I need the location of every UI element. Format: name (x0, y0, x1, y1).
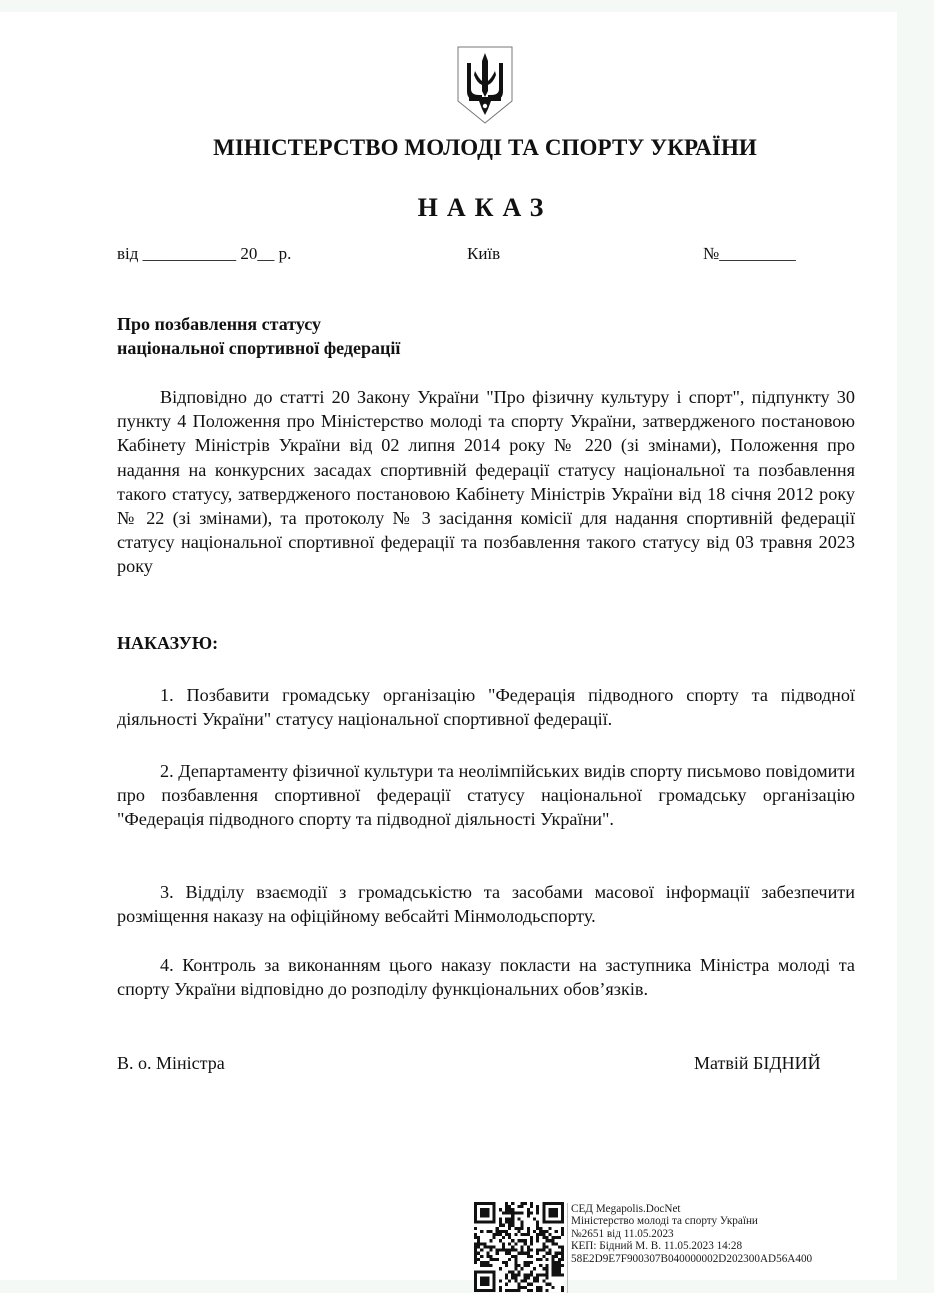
order-number-field: №_________ (703, 244, 796, 263)
subject-line: національної спортивної федерації (117, 338, 401, 358)
order-city: Київ (467, 244, 501, 263)
order-subject (117, 312, 400, 360)
stamp-signer: КЕП: Бідний М. В. 11.05.2023 14:28 (571, 1240, 743, 1253)
order-date-field: від ___________ 20__ р. (117, 244, 292, 263)
order-item-3: 3. Відділу взаємодії з громадськістю та засобами масової інформації забезпечити розміщення наказу на офіційному вебсайті Мінмолодьспорту. (117, 882, 855, 927)
stamp-certificate-serial: 58E2D9E7F900307B040000002D202300AD56A400 (571, 1252, 813, 1265)
subject-line: Про позбавлення статусу (117, 314, 322, 334)
order-item-2: 2. Департаменту фізичної культури та неолімпійських видів спорту письмово повідомити про позбавлення спортивної федерації статусу національної громадську організацію "Федерація підводного спорту та підводної діяльності України". (117, 761, 855, 830)
order-heading: НАКАЗУЮ: (117, 633, 219, 653)
coat-of-arms-icon (455, 45, 515, 125)
order-item-4: 4. Контроль за виконанням цього наказу покласти на заступника Міністра молоді та спорту України відповідно до розподілу функціональних обов’язків. (117, 955, 855, 1000)
stamp-organization: Міністерство молоді та спорту України (571, 1215, 758, 1228)
qr-code-icon (474, 1202, 564, 1292)
order-title: НАКАЗ (417, 193, 553, 222)
stamp-system: СЕД Megapolis.DocNet (571, 1203, 681, 1215)
stamp-registration-number: №2651 від 11.05.2023 (571, 1227, 674, 1240)
signatory-position: В. о. Міністра (117, 1053, 225, 1073)
ministry-name: МІНІСТЕРСТВО МОЛОДІ ТА СПОРТУ УКРАЇНИ (213, 135, 757, 160)
preamble-paragraph: Відповідно до статті 20 Закону України "Про фізичну культуру і спорт", підпункту 30 пункту 4 Положення про Міністерство молоді та спорту України, затвердженого постановою Кабінету Міністрів України від 02 липня 2014 року № 220 (зі змінами), Положення про надання на конкурсних засадах спортивній федерації статусу національної та позбавлення такого статусу, затвердженого постановою Кабінету Міністрів України від 18 січня 2012 року № 22 (зі змінами), та протоколу № 3 засідання комісії для надання спортивній федерації статусу національної спортивної федерації та позбавлення такого статусу від 03 травня 2023 року (117, 387, 855, 577)
signatory-name: Матвій БІДНИЙ (694, 1053, 821, 1073)
document-page (0, 12, 897, 1280)
order-item-1: 1. Позбавити громадську організацію "Федерація підводного спорту та підводної діяльності України" статусу національної спортивної федерації. (117, 685, 855, 730)
